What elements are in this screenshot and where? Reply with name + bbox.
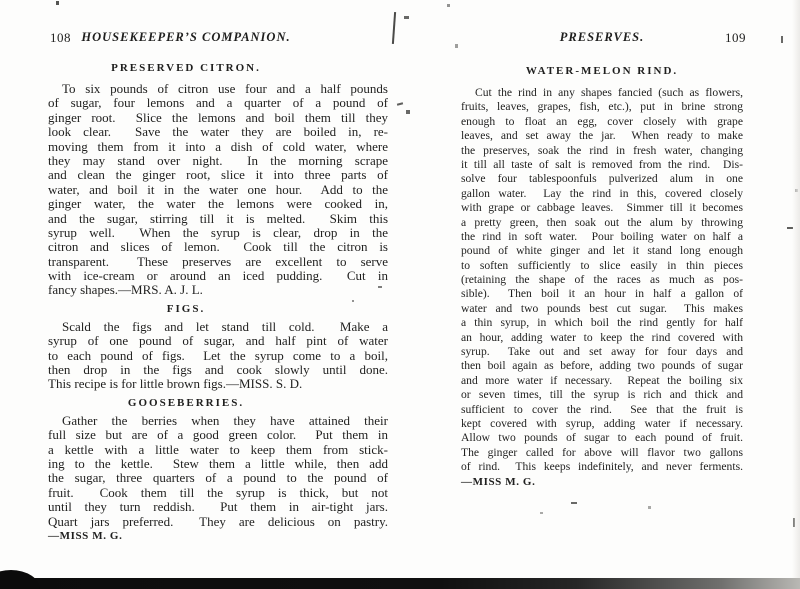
page-header-left — [48, 30, 388, 47]
text-line: moving them from it into a dish of cold water, where — [48, 138, 388, 154]
text-line: water, and boil it in the water one hour. Add to the — [48, 181, 388, 197]
scan-speck — [648, 506, 651, 509]
text-line: a kettle with a little water to keep them from stick- — [48, 441, 388, 457]
text-line: with grape or cabbage leaves. Simmer till it becomes — [461, 201, 743, 215]
text-line: syrup. Take out and set away for four days and — [461, 345, 743, 359]
text-line: fruit. Cook them till the syrup is thick, but not — [48, 484, 388, 500]
text-line: pound of white ginger and let it stand long enough — [461, 244, 743, 258]
text-line: of rind. This keeps indefinitely, and never ferments. — [461, 460, 743, 474]
scan-speck — [540, 512, 543, 514]
scan-corner-blob — [0, 570, 40, 589]
text-line: to each pound of figs. Let the syrup come to a boil, — [48, 347, 388, 363]
text-line: ginger water, the water the lemons were cooked in, — [48, 196, 388, 212]
text-line: then drop in the figs and cook slowly until done. — [48, 362, 388, 378]
scan-speck — [571, 502, 577, 504]
text-line: gallon water. Lay the rind in this, covered closely — [461, 186, 743, 200]
text-line: with ice-cream or around an iced pudding. Cut in — [48, 268, 388, 284]
text-line: leaves, and set away the jar. When ready to make — [461, 129, 743, 143]
text-line: fancy shapes.—MRS. A. J. L. — [48, 282, 203, 298]
text-line: syrup well. When the syrup is clear, drop in the — [48, 224, 388, 240]
scan-speck — [392, 12, 396, 44]
text-line: kept covered with syrup, adding water if necessary. — [461, 416, 743, 430]
text-line: syrup of one pound of sugar, and half pint of water — [48, 333, 388, 349]
text-line: ginger root. Slice the lemons and boil them till they — [48, 109, 388, 125]
scan-speck — [404, 16, 409, 19]
text-line: Cut the rind in any shapes fancied (such as flowers, — [475, 86, 743, 99]
text-line: to soften sufficiently to slice easily in thin pieces — [461, 258, 743, 272]
text-line: of sugar, four lemons and a quarter of a pound of — [48, 95, 388, 111]
page-body-left — [48, 61, 388, 543]
recipe-heading: GOOSEBERRIES. — [127, 396, 245, 409]
text-line: Gather the berries when they have attained their — [62, 412, 388, 428]
scan-speck — [406, 110, 410, 114]
page-body-right — [461, 64, 743, 489]
scan-speck — [447, 4, 450, 7]
scan-bottom-edge — [0, 578, 800, 589]
scan-speck — [455, 44, 458, 48]
text-line: full size but are of a good green color. Put them in — [48, 427, 388, 443]
text-line: until they turn reddish. Put them in air-tight jars. — [48, 499, 388, 515]
text-line: and more water if necessary. Repeat the boiling six — [461, 373, 743, 387]
text-line: sufficient to cover the rind. See that the fruit is — [461, 402, 743, 416]
text-line: a thin syrup, in which boil the rind gently for half — [461, 316, 743, 330]
page-left — [48, 30, 388, 543]
text-line: they may stand over night. In the morning scrape — [48, 152, 388, 168]
text-line: solve four tablespoonfuls pulverized alum in one — [461, 172, 743, 186]
scan-speck — [378, 286, 382, 288]
text-line: citron and slices of lemon. Cook till the citron is — [48, 239, 388, 255]
text-line: it till all taste of salt is removed from the rind. Dis- — [461, 157, 743, 171]
running-head-right: PRESERVES. — [559, 30, 645, 44]
recipe-heading: PRESERVED CITRON. — [111, 62, 261, 74]
text-line: The ginger called for above will flavor two gallons — [461, 445, 743, 459]
text-line: and clean the ginger root, slice it into three parts of — [48, 167, 388, 183]
text-line: ing to the kettle. Stew them a little while, then add — [48, 455, 388, 471]
text-line: the rind in soft water. Pour boiling water on half a — [461, 229, 743, 243]
text-line: look clear. Save the water they are boiled in, re- — [48, 124, 388, 140]
page-right — [461, 30, 746, 489]
attribution-line: —MISS M. G. — [48, 529, 123, 542]
attribution-line: —MISS M. G. — [461, 475, 536, 488]
text-line: Allow two pounds of sugar to each pound of fruit. — [461, 431, 743, 445]
text-line: fruits, leaves, grapes, fish, etc.), put in brine strong — [461, 100, 743, 114]
scan-right-edge — [792, 0, 800, 589]
scan-speck — [397, 102, 403, 105]
text-line: then boil again as before, adding two pounds of sugar — [461, 359, 743, 373]
page-header-right — [461, 30, 746, 47]
recipe-heading: WATER-MELON RIND. — [525, 65, 679, 77]
text-line: an hour, adding water to keep the rind covered with — [461, 330, 743, 344]
text-line: the sugar, three quarters of a pound to the pound of — [48, 470, 388, 486]
text-line: transparent. These preserves are excellent to serve — [48, 253, 388, 269]
text-line: or seven times, till the syrup is rich and thick and — [461, 388, 743, 402]
text-line: sible). Then boil it an hour in half a gallon of — [461, 287, 743, 301]
text-line: enough to float an egg, cover closely with grape — [461, 114, 743, 128]
running-head-left: HOUSEKEEPER’S COMPANION. — [81, 30, 291, 44]
scan-speck — [781, 36, 783, 43]
scan-speck — [56, 1, 59, 5]
text-line: water and two pounds best cut sugar. This makes — [461, 301, 743, 315]
text-line: Scald the figs and let stand till cold. Make a — [62, 318, 388, 334]
scan-speck — [352, 300, 354, 302]
page-number-left: 108 — [50, 30, 71, 45]
text-line: This recipe is for little brown figs.—MISS. S. D. — [48, 376, 303, 392]
recipe-heading: FIGS. — [166, 302, 206, 315]
text-line: Quart jars preferred. They are delicious on pastry. — [48, 513, 388, 529]
text-line: (retaining the shape of the races as much as pos- — [461, 273, 743, 287]
text-line: and the sugar, stirring till it is melted. Skim this — [48, 210, 388, 226]
text-line: the preserves, soak the rind in fresh water, changing — [461, 143, 743, 157]
text-line: a pretty green, then soak out the alum by throwing — [461, 215, 743, 229]
text-line: To six pounds of citron use four and a half pounds — [62, 81, 388, 96]
page-number-right: 109 — [725, 30, 746, 45]
